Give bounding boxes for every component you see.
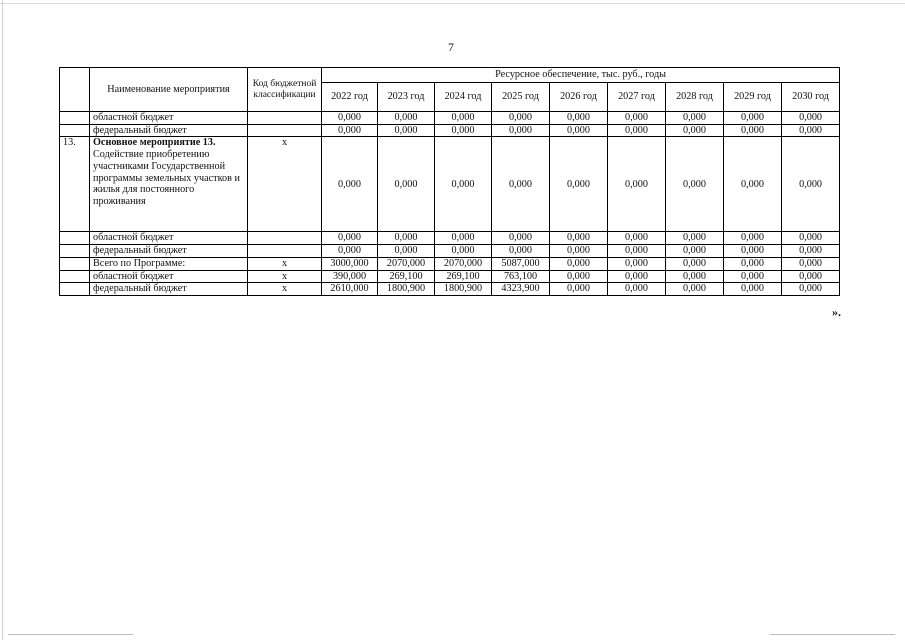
value-cell: 0,000	[435, 137, 492, 232]
row-number	[60, 232, 90, 245]
name-header: Наименование мероприятия	[90, 68, 248, 112]
row-code: х	[248, 270, 322, 283]
value-cell: 1800,900	[378, 283, 435, 296]
value-cell: 2070,000	[378, 257, 435, 270]
year-header: 2028 год	[666, 83, 724, 112]
closing-quote: ».	[832, 305, 841, 319]
activity-name-cell	[90, 137, 248, 232]
value-cell: 269,100	[435, 270, 492, 283]
row-code: х	[248, 137, 322, 232]
scan-mark	[8, 634, 133, 635]
value-cell: 763,100	[492, 270, 550, 283]
value-cell: 0,000	[322, 245, 378, 258]
activity-description: Содействие приобретению участниками Государственной программы земельных участков и жилья для постоянного проживания	[93, 149, 240, 208]
value-cell: 1800,900	[435, 283, 492, 296]
value-cell: 0,000	[492, 137, 550, 232]
row-name: областной бюджет	[90, 270, 248, 283]
value-cell: 0,000	[322, 112, 378, 125]
row-code: х	[248, 283, 322, 296]
value-cell: 0,000	[550, 283, 608, 296]
value-cell: 2070,000	[435, 257, 492, 270]
row-name: областной бюджет	[90, 112, 248, 125]
value-cell: 0,000	[782, 245, 840, 258]
value-cell: 0,000	[782, 270, 840, 283]
row-name: областной бюджет	[90, 232, 248, 245]
resource-header: Ресурсное обеспечение, тыс. руб., годы	[322, 68, 840, 83]
row-number	[60, 270, 90, 283]
value-cell: 0,000	[666, 270, 724, 283]
table-row	[60, 270, 840, 283]
year-header: 2025 год	[492, 83, 550, 112]
value-cell: 0,000	[666, 245, 724, 258]
value-cell: 0,000	[550, 137, 608, 232]
value-cell: 0,000	[724, 270, 782, 283]
value-cell: 0,000	[492, 232, 550, 245]
value-cell: 0,000	[782, 124, 840, 137]
value-cell: 0,000	[724, 124, 782, 137]
scan-mark	[770, 634, 895, 635]
value-cell: 0,000	[492, 245, 550, 258]
row-number	[60, 257, 90, 270]
value-cell: 0,000	[378, 137, 435, 232]
value-cell: 0,000	[782, 283, 840, 296]
value-cell: 0,000	[782, 232, 840, 245]
year-header: 2026 год	[550, 83, 608, 112]
value-cell: 5087,000	[492, 257, 550, 270]
value-cell: 0,000	[550, 270, 608, 283]
page-left-edge	[2, 0, 3, 640]
value-cell: 0,000	[666, 257, 724, 270]
value-cell: 0,000	[608, 124, 666, 137]
value-cell: 0,000	[666, 137, 724, 232]
row-code	[248, 112, 322, 125]
table-row	[60, 232, 840, 245]
year-header: 2027 год	[608, 83, 666, 112]
value-cell: 0,000	[378, 232, 435, 245]
row-name: федеральный бюджет	[90, 283, 248, 296]
value-cell: 0,000	[435, 232, 492, 245]
value-cell: 0,000	[608, 112, 666, 125]
value-cell: 0,000	[435, 245, 492, 258]
page-number: 7	[448, 40, 454, 54]
row-name: федеральный бюджет	[90, 245, 248, 258]
year-header: 2029 год	[724, 83, 782, 112]
value-cell: 0,000	[724, 232, 782, 245]
row-number	[60, 112, 90, 125]
value-cell: 0,000	[608, 270, 666, 283]
activity-title: Основное мероприятие 13.	[93, 137, 216, 149]
value-cell: 0,000	[666, 283, 724, 296]
value-cell: 0,000	[666, 232, 724, 245]
value-cell: 0,000	[550, 232, 608, 245]
value-cell: 269,100	[378, 270, 435, 283]
table-row	[60, 124, 840, 137]
year-header: 2024 год	[435, 83, 492, 112]
resource-table	[59, 67, 840, 296]
value-cell: 0,000	[782, 112, 840, 125]
value-cell: 0,000	[608, 137, 666, 232]
header-row	[60, 68, 840, 83]
page-top-edge	[0, 3, 905, 4]
value-cell: 0,000	[492, 124, 550, 137]
value-cell: 0,000	[782, 257, 840, 270]
value-cell: 0,000	[782, 137, 840, 232]
activity-13-row	[60, 137, 840, 232]
value-cell: 0,000	[550, 245, 608, 258]
value-cell: 3000,000	[322, 257, 378, 270]
table-row	[60, 283, 840, 296]
value-cell: 0,000	[322, 124, 378, 137]
value-cell: 390,000	[322, 270, 378, 283]
value-cell: 0,000	[322, 232, 378, 245]
row-number	[60, 283, 90, 296]
value-cell: 0,000	[724, 112, 782, 125]
table-row	[60, 245, 840, 258]
value-cell: 0,000	[724, 137, 782, 232]
year-header: 2030 год	[782, 83, 840, 112]
value-cell: 0,000	[378, 245, 435, 258]
year-header: 2023 год	[378, 83, 435, 112]
year-header: 2022 год	[322, 83, 378, 112]
value-cell: 0,000	[724, 283, 782, 296]
row-number	[60, 245, 90, 258]
table-row	[60, 257, 840, 270]
value-cell: 0,000	[666, 112, 724, 125]
row-name: федеральный бюджет	[90, 124, 248, 137]
value-cell: 0,000	[492, 112, 550, 125]
value-cell: 0,000	[608, 283, 666, 296]
value-cell: 0,000	[608, 245, 666, 258]
num-header	[60, 68, 90, 112]
value-cell: 0,000	[435, 124, 492, 137]
code-header: Код бюджетной классификации	[248, 68, 322, 112]
value-cell: 0,000	[724, 245, 782, 258]
value-cell: 4323,900	[492, 283, 550, 296]
row-number: 13.	[60, 137, 90, 232]
value-cell: 0,000	[666, 124, 724, 137]
value-cell: 0,000	[550, 257, 608, 270]
value-cell: 0,000	[608, 257, 666, 270]
value-cell: 0,000	[608, 232, 666, 245]
row-code: х	[248, 257, 322, 270]
value-cell: 0,000	[322, 137, 378, 232]
value-cell: 0,000	[378, 124, 435, 137]
value-cell: 0,000	[550, 124, 608, 137]
table-row	[60, 112, 840, 125]
row-code	[248, 124, 322, 137]
row-name: Всего по Программе:	[90, 257, 248, 270]
value-cell: 0,000	[378, 112, 435, 125]
row-number	[60, 124, 90, 137]
value-cell: 2610,000	[322, 283, 378, 296]
row-code	[248, 232, 322, 245]
row-code	[248, 245, 322, 258]
value-cell: 0,000	[724, 257, 782, 270]
value-cell: 0,000	[435, 112, 492, 125]
value-cell: 0,000	[550, 112, 608, 125]
